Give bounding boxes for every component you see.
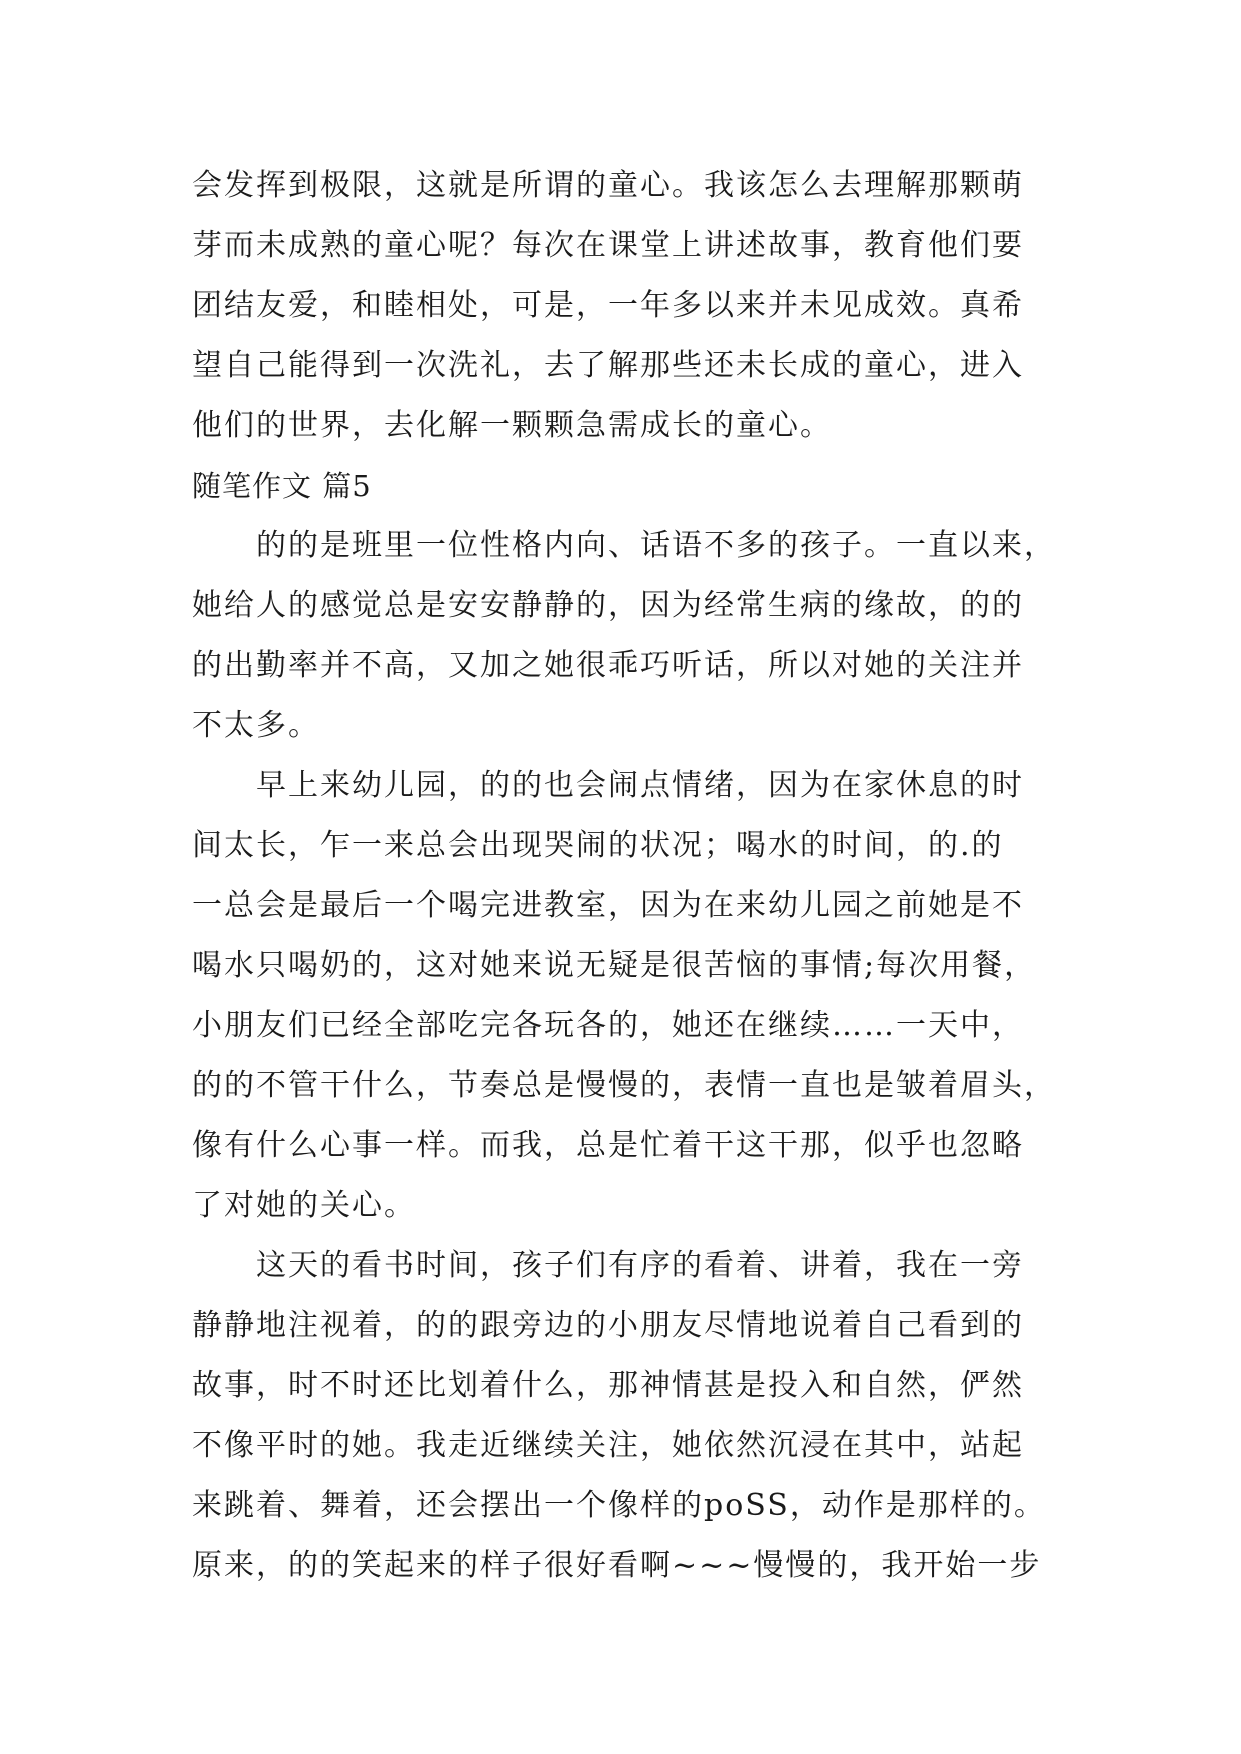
text-line: 芽而未成熟的童心呢？每次在课堂上讲述故事，教育他们要 <box>192 228 1024 263</box>
text-line: 间太长，乍一来总会出现哭闹的状况；喝水的时间，的.的 <box>192 828 1004 863</box>
section-heading <box>192 456 1092 516</box>
text-line: 喝水只喝奶的，这对她来说无疑是很苦恼的事情;每次用餐， <box>192 948 1037 983</box>
paragraph <box>192 1236 1092 1596</box>
text-line: 一总会是最后一个喝完进教室，因为在来幼儿园之前她是不 <box>192 888 1024 923</box>
paragraph <box>192 516 1092 756</box>
text-line: 了对她的关心。 <box>192 1188 416 1223</box>
text-line: 不像平时的她。我走近继续关注，她依然沉浸在其中，站起 <box>192 1428 1024 1463</box>
text-line: 的出勤率并不高，又加之她很乖巧听话，所以对她的关注并 <box>192 648 1024 683</box>
text-line: 这天的看书时间，孩子们有序的看着、讲着，我在一旁 <box>256 1248 1024 1283</box>
text-line: 会发挥到极限，这就是所谓的童心。我该怎么去理解那颗萌 <box>192 168 1024 203</box>
text-line: 团结友爱，和睦相处，可是，一年多以来并未见成效。真希 <box>192 288 1024 323</box>
text-line: 小朋友们已经全部吃完各玩各的，她还在继续……一天中， <box>192 1008 1024 1043</box>
text-line: 不太多。 <box>192 708 320 743</box>
paragraph <box>192 156 1092 456</box>
text-line: 的的是班里一位性格内向、话语不多的孩子。一直以来， <box>256 528 1056 563</box>
paragraph <box>192 756 1092 1236</box>
text-line: 他们的世界，去化解一颗颗急需成长的童心。 <box>192 408 832 443</box>
text-line: 来跳着、舞着，还会摆出一个像样的poSS，动作是那样的。 <box>192 1488 1046 1523</box>
text-line: 故事，时不时还比划着什么，那神情甚是投入和自然，俨然 <box>192 1368 1024 1403</box>
text-line: 望自己能得到一次洗礼，去了解那些还未长成的童心，进入 <box>192 348 1024 383</box>
text-line: 原来，的的笑起来的样子很好看啊~~~慢慢的，我开始一步 <box>192 1548 1042 1583</box>
document-body <box>192 156 1092 1596</box>
text-line: 早上来幼儿园，的的也会闹点情绪，因为在家休息的时 <box>256 768 1024 803</box>
text-line: 像有什么心事一样。而我，总是忙着干这干那，似乎也忽略 <box>192 1128 1024 1163</box>
heading-text: 随笔作文 篇5 <box>192 469 372 503</box>
text-line: 的的不管干什么，节奏总是慢慢的，表情一直也是皱着眉头， <box>192 1068 1056 1103</box>
text-line: 她给人的感觉总是安安静静的，因为经常生病的缘故，的的 <box>192 588 1024 623</box>
text-line: 静静地注视着，的的跟旁边的小朋友尽情地说着自己看到的 <box>192 1308 1024 1343</box>
